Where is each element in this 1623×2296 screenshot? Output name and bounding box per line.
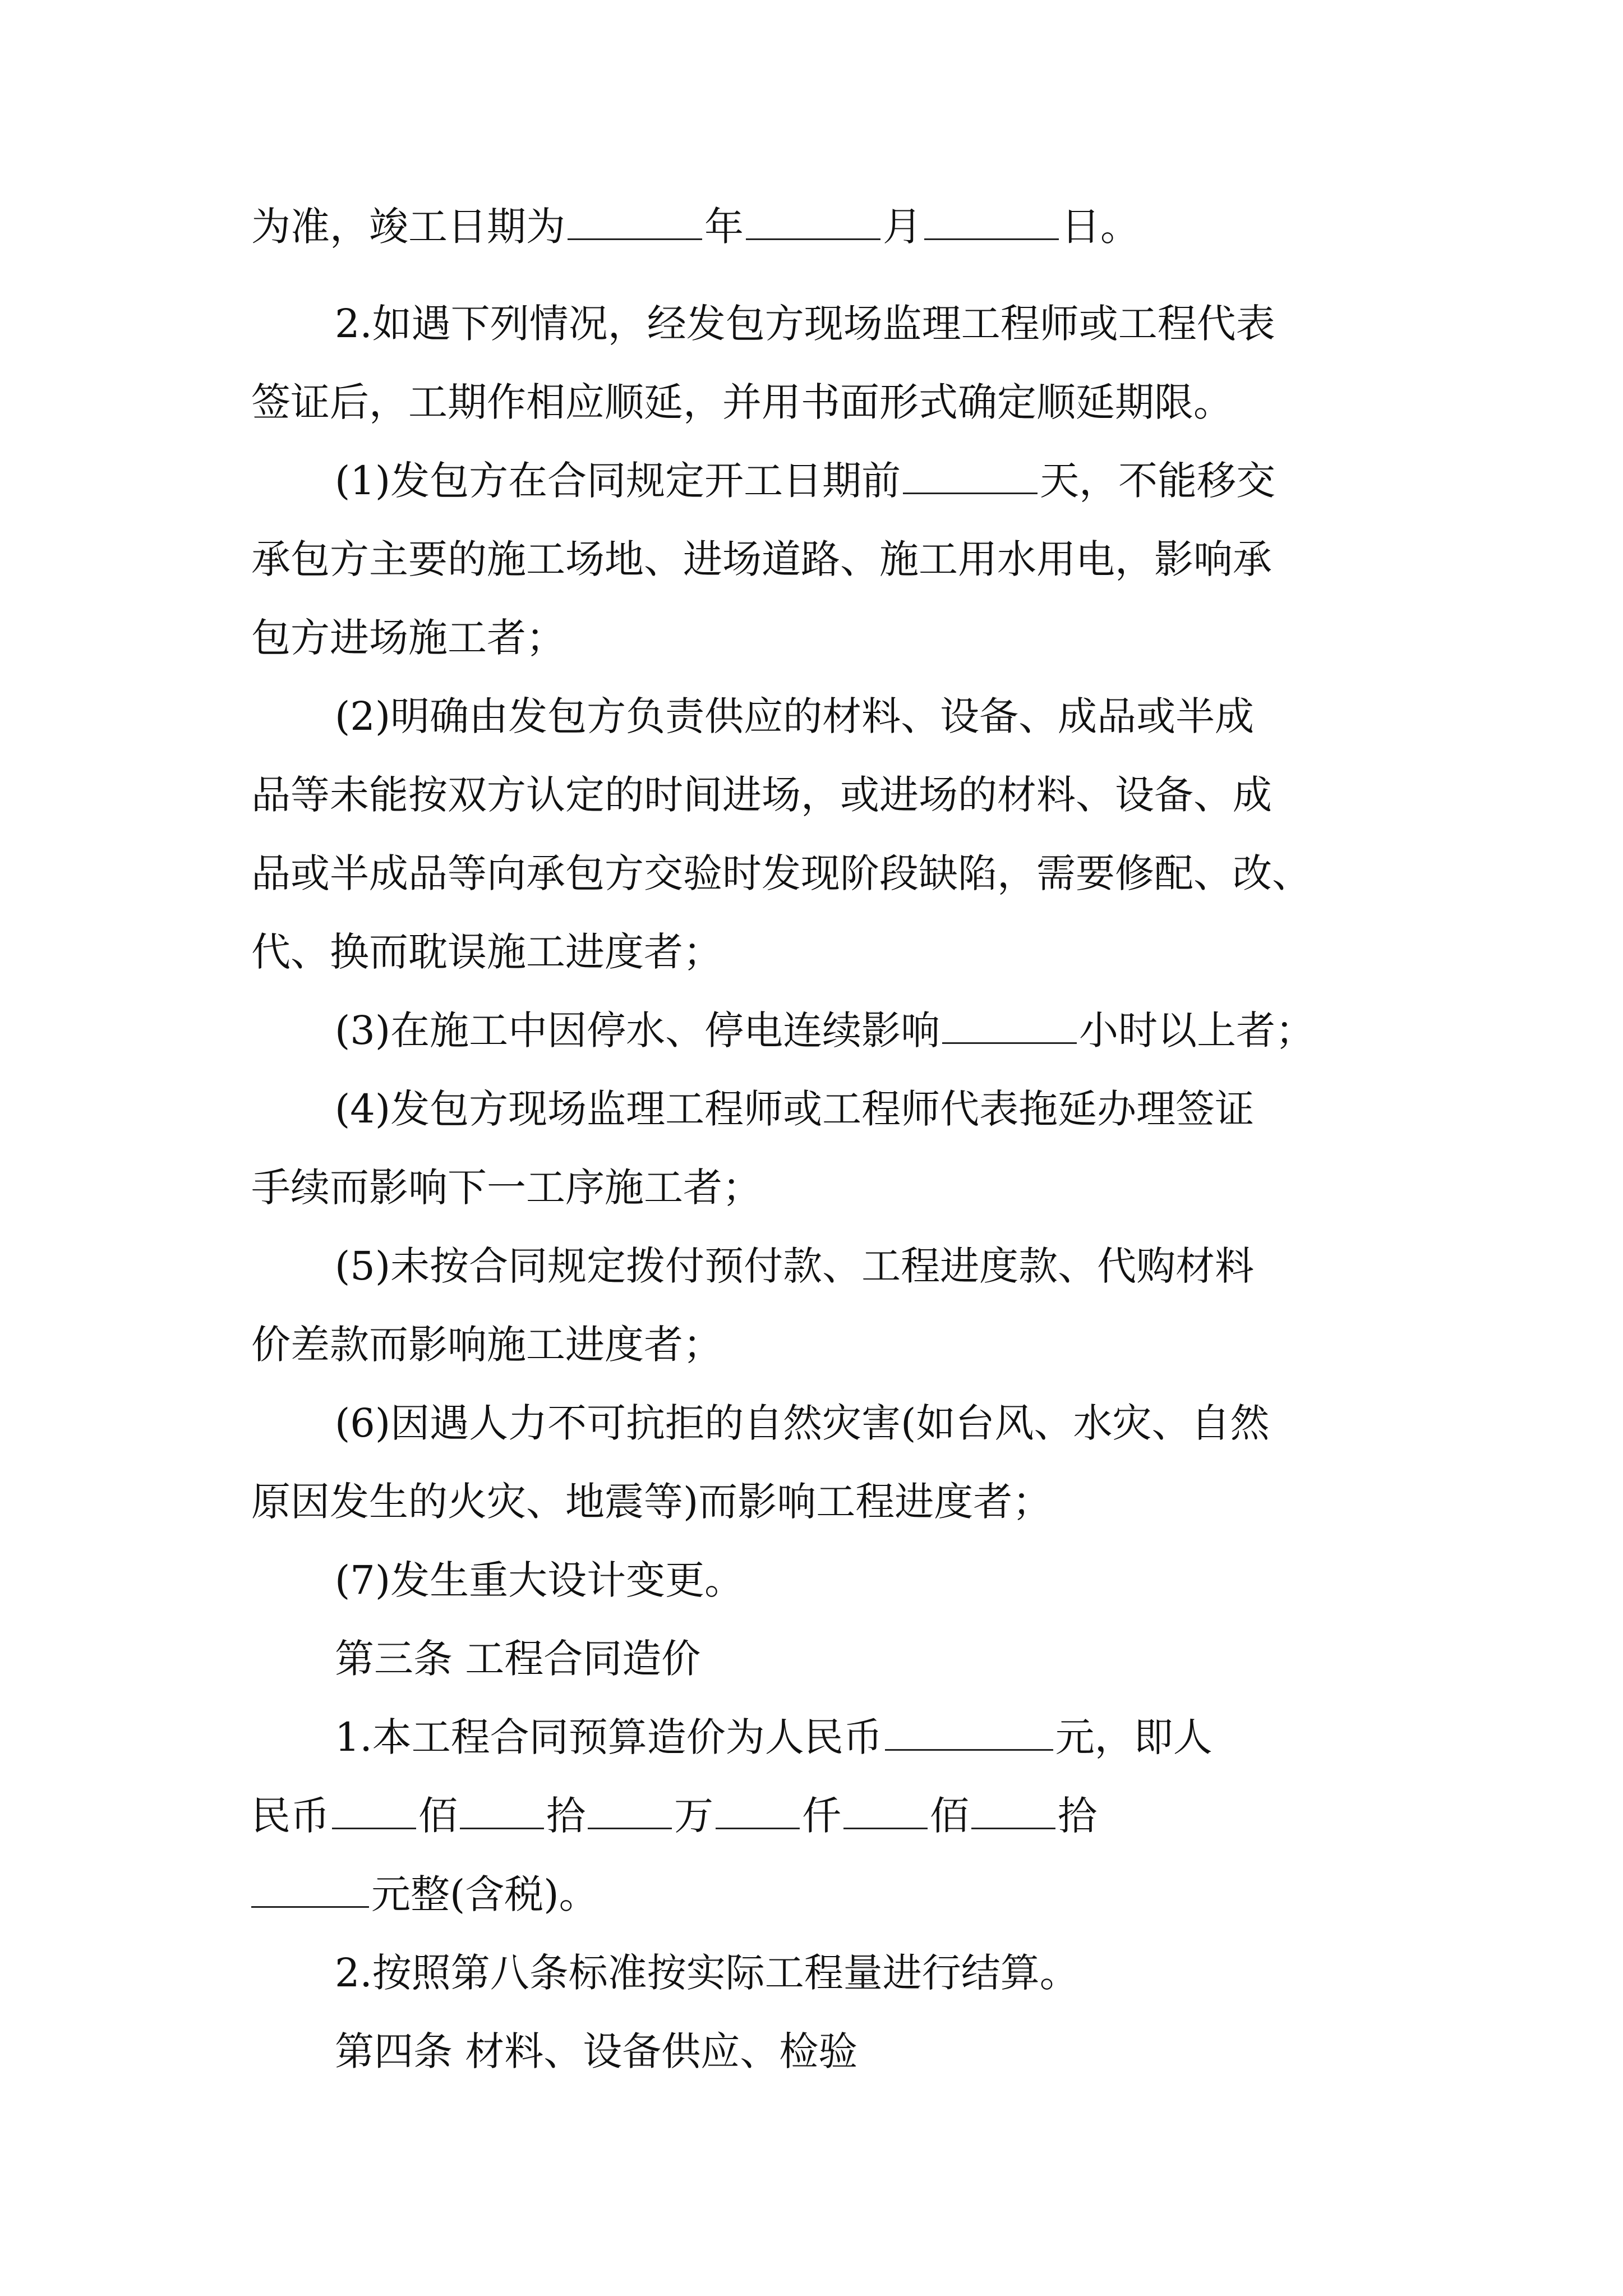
text-line: (7)发生重大设计变更。 [335,1557,744,1603]
text: 元整(含税)。 [371,1871,598,1917]
text-line: 2.按照第八条标准按实际工程量进行结算。 [335,1950,1079,1996]
text-line: 品或半成品等向承包方交验时发现阶段缺陷，需要修配、改、 [251,850,1311,896]
text-line: 价差款而影响施工进度者； [251,1322,722,1368]
text-line [251,1867,598,1921]
text-line: 包方进场施工者； [251,615,565,661]
text: 佰 [930,1793,969,1839]
text-line: 原因发生的火灾、地震等)而影响工程进度者； [251,1479,1052,1525]
text: 拾 [1058,1793,1097,1839]
text-line: (5)未按合同规定拨付预付款、工程进度款、代购材料 [335,1243,1255,1289]
blank-amount [885,1717,1053,1751]
text-line [335,1004,1315,1057]
text-line: (6)因遇人力不可抗拒的自然灾害(如台风、水灾、自然 [335,1400,1270,1446]
text-line [335,1710,1212,1764]
text: 年 [704,204,744,250]
text: 佰 [418,1793,458,1839]
blank-digit [716,1795,800,1829]
text-line: 品等未能按双方认定的时间进场，或进场的材料、设备、成 [251,772,1272,818]
text-line: 手续而影响下一工序施工者； [251,1165,762,1211]
text: 民币 [251,1793,330,1839]
text: 仟 [802,1793,841,1839]
text-line [335,454,1275,508]
section-heading: 第四条 材料、设备供应、检验 [335,2028,858,2074]
text: 为准，竣工日期为 [251,204,565,250]
blank-digit [460,1795,544,1829]
text: 日。 [1061,204,1140,250]
text: 拾 [546,1793,585,1839]
text: (3)在施工中因停水、停电连续影响 [335,1007,940,1053]
blank-month [746,206,880,240]
blank-digit [971,1795,1055,1829]
blank-year [568,206,702,240]
blank-day [924,206,1059,240]
blank-digit [843,1795,928,1829]
text-line: 签证后，工期作相应顺延，并用书面形式确定顺延期限。 [251,379,1233,425]
text: 万 [674,1793,713,1839]
blank-digit [332,1795,416,1829]
text: 天，不能移交 [1040,458,1276,504]
text-line: 承包方主要的施工场地、进场道路、施工用水用电，影响承 [251,536,1272,582]
text: 月 [883,204,922,250]
text: (1)发包方在合同规定开工日期前 [335,458,901,504]
text: 元，即人 [1055,1714,1212,1760]
text: 小时以上者； [1079,1007,1315,1053]
text-line: (4)发包方现场监理工程师或工程师代表拖延办理签证 [335,1086,1255,1132]
text-line [251,200,1140,254]
blank-hours [942,1010,1077,1044]
section-heading: 第三条 工程合同造价 [335,1636,701,1682]
blank-days [903,460,1038,494]
text-line: (2)明确由发包方负责供应的材料、设备、成品或半成 [335,693,1255,739]
blank-digit [251,1874,369,1908]
text-line: 代、换而耽误施工进度者； [251,929,722,975]
blank-digit [588,1795,672,1829]
text-line [251,1789,1097,1843]
text-line: 2.如遇下列情况，经发包方现场监理工程师或工程代表 [335,301,1275,347]
text: 1.本工程合同预算造价为人民币 [335,1714,883,1760]
